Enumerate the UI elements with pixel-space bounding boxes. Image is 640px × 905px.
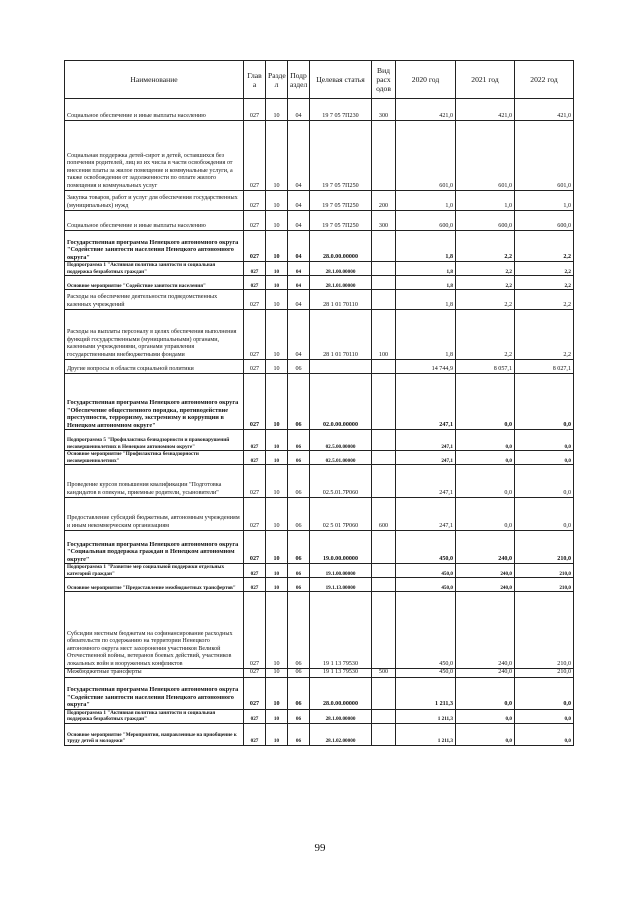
cell-cs: 02.5.00.00000 — [310, 430, 372, 451]
cell-c: 210,0 — [515, 578, 574, 592]
cell-c: 0,0 — [515, 723, 574, 745]
cell-cs — [310, 360, 372, 374]
cell-c: 0,0 — [515, 374, 574, 430]
cell-v — [372, 430, 396, 451]
col-header-name: Наименование — [65, 61, 244, 99]
cell-name: Подпрограмма 1 "Активная политика занятости и социальная поддержка безработных граждан" — [65, 709, 244, 723]
cell-c: 0,0 — [515, 709, 574, 723]
cell-r: 10 — [266, 121, 288, 191]
cell-cs: 19 1 13 79530 — [310, 669, 372, 678]
cell-b: 240,0 — [456, 564, 515, 578]
cell-name: Другие вопросы в области социальной политики — [65, 360, 244, 374]
cell-r: 10 — [266, 430, 288, 451]
cell-r: 10 — [266, 677, 288, 709]
cell-c: 210,0 — [515, 592, 574, 669]
cell-a: 1 211,3 — [396, 723, 456, 745]
cell-c: 2,2 — [515, 310, 574, 360]
cell-g: 027 — [244, 669, 266, 678]
cell-r: 10 — [266, 290, 288, 310]
table-row — [65, 669, 574, 678]
cell-name: Подпрограмма 5 "Профилактика безнадзорности и правонарушений несовершеннолетних в Ненецком автономном округе" — [65, 430, 244, 451]
cell-r: 10 — [266, 191, 288, 211]
cell-r: 10 — [266, 211, 288, 231]
cell-a: 1 211,3 — [396, 677, 456, 709]
table-row — [65, 709, 574, 723]
table-row — [65, 310, 574, 360]
cell-v — [372, 564, 396, 578]
table-row — [65, 451, 574, 465]
cell-cs: 19 7 05 7П230 — [310, 99, 372, 121]
cell-cs: 28.0.00.00000 — [310, 677, 372, 709]
cell-p: 06 — [288, 451, 310, 465]
col-header-expense-type: Вид расх одов — [372, 61, 396, 99]
cell-g: 027 — [244, 231, 266, 262]
cell-name: Основное мероприятие "Предоставление межбюджетных трансфертов" — [65, 578, 244, 592]
cell-r: 10 — [266, 374, 288, 430]
cell-cs: 28 1 01 70110 — [310, 310, 372, 360]
cell-v — [372, 578, 396, 592]
cell-name: Государственная программа Ненецкого автономного округа "Обеспечение общественного порядка, противодействие преступности, терроризму, экстремизму и коррупции в Ненецком автономном округе" — [65, 374, 244, 430]
cell-r: 10 — [266, 709, 288, 723]
cell-p: 06 — [288, 465, 310, 498]
table-row — [65, 191, 574, 211]
table-row — [65, 592, 574, 669]
cell-r: 10 — [266, 498, 288, 531]
cell-p: 06 — [288, 709, 310, 723]
cell-r: 10 — [266, 99, 288, 121]
cell-name: Основное мероприятие "Содействие занятости населения" — [65, 276, 244, 290]
cell-c: 2,2 — [515, 276, 574, 290]
cell-b: 240,0 — [456, 669, 515, 678]
budget-table — [64, 60, 574, 746]
cell-r: 10 — [266, 276, 288, 290]
cell-p: 06 — [288, 564, 310, 578]
cell-c: 421,0 — [515, 99, 574, 121]
cell-r: 10 — [266, 465, 288, 498]
cell-g: 027 — [244, 430, 266, 451]
cell-g: 027 — [244, 262, 266, 276]
table-row — [65, 276, 574, 290]
cell-v — [372, 276, 396, 290]
cell-a: 600,0 — [396, 211, 456, 231]
cell-name: Государственная программа Ненецкого автономного округа "Социальная поддержка граждан в Ненецком автономном округе" — [65, 531, 244, 564]
cell-a: 1,8 — [396, 310, 456, 360]
cell-p: 04 — [288, 276, 310, 290]
cell-v: 100 — [372, 310, 396, 360]
cell-cs: 02.5.01.7Р060 — [310, 465, 372, 498]
cell-v — [372, 121, 396, 191]
cell-name: Расходы на выплаты персоналу в целях обеспечения выполнения функций государственными (муниципальными) органами, казенными учреждениями, органами управления государственными внебюджетными фондами — [65, 310, 244, 360]
cell-r: 10 — [266, 669, 288, 678]
cell-g: 027 — [244, 211, 266, 231]
cell-cs: 02.0.00.00000 — [310, 374, 372, 430]
cell-name: Основное мероприятие "Мероприятия, направленные на приобщение к труду детей и молодежи" — [65, 723, 244, 745]
cell-p: 06 — [288, 360, 310, 374]
cell-p: 06 — [288, 374, 310, 430]
col-header-razdel: Разде л — [266, 61, 288, 99]
cell-v: 500 — [372, 669, 396, 678]
table-row — [65, 578, 574, 592]
cell-name: Подпрограмма 1 "Активная политика занятости и социальная поддержка безработных граждан" — [65, 262, 244, 276]
cell-g: 027 — [244, 374, 266, 430]
cell-g: 027 — [244, 564, 266, 578]
cell-c: 0,0 — [515, 451, 574, 465]
table-row — [65, 723, 574, 745]
cell-b: 2,2 — [456, 290, 515, 310]
cell-a: 1,8 — [396, 231, 456, 262]
cell-c: 0,0 — [515, 465, 574, 498]
table-row — [65, 121, 574, 191]
cell-c: 1,0 — [515, 191, 574, 211]
cell-cs: 28.1.00.00000 — [310, 262, 372, 276]
cell-p: 04 — [288, 211, 310, 231]
cell-p: 06 — [288, 677, 310, 709]
cell-g: 027 — [244, 465, 266, 498]
cell-b: 601,0 — [456, 121, 515, 191]
cell-c: 210,0 — [515, 564, 574, 578]
cell-a: 450,0 — [396, 578, 456, 592]
cell-g: 027 — [244, 723, 266, 745]
cell-p: 06 — [288, 669, 310, 678]
cell-c: 601,0 — [515, 121, 574, 191]
cell-cs: 02 5 01 7Р060 — [310, 498, 372, 531]
cell-v — [372, 709, 396, 723]
cell-c: 2,2 — [515, 262, 574, 276]
header-row — [65, 61, 574, 99]
table-row — [65, 211, 574, 231]
cell-a: 247,1 — [396, 465, 456, 498]
cell-g: 027 — [244, 121, 266, 191]
cell-name: Государственная программа Ненецкого автономного округа "Содействие занятости населения Ненецкого автономного округа" — [65, 231, 244, 262]
cell-v — [372, 360, 396, 374]
table-row — [65, 360, 574, 374]
cell-p: 04 — [288, 310, 310, 360]
cell-b: 0,0 — [456, 465, 515, 498]
cell-c: 0,0 — [515, 430, 574, 451]
cell-r: 10 — [266, 578, 288, 592]
cell-g: 027 — [244, 99, 266, 121]
table-row — [65, 231, 574, 262]
cell-g: 027 — [244, 276, 266, 290]
cell-b: 240,0 — [456, 531, 515, 564]
cell-g: 027 — [244, 310, 266, 360]
table-row — [65, 99, 574, 121]
cell-p: 06 — [288, 592, 310, 669]
cell-r: 10 — [266, 231, 288, 262]
table-row — [65, 677, 574, 709]
cell-g: 027 — [244, 451, 266, 465]
cell-b: 0,0 — [456, 709, 515, 723]
cell-c: 0,0 — [515, 677, 574, 709]
cell-r: 10 — [266, 360, 288, 374]
cell-b: 2,2 — [456, 231, 515, 262]
col-header-podrazdel: Подр аздел — [288, 61, 310, 99]
cell-b: 421,0 — [456, 99, 515, 121]
cell-a: 1,0 — [396, 191, 456, 211]
cell-c: 8 027,1 — [515, 360, 574, 374]
cell-name: Межбюджетные трансферты — [65, 669, 244, 678]
cell-cs: 28.0.00.00000 — [310, 231, 372, 262]
cell-r: 10 — [266, 451, 288, 465]
cell-v: 600 — [372, 498, 396, 531]
cell-name: Социальная поддержка детей-сирот и детей, оставшихся без попечения родителей, лиц из их числа в части освобождения от внесения платы за жилое помещение и коммунальные услуги, а также освобождения от задолженности по оплате жилого помещения и коммунальных услуг — [65, 121, 244, 191]
col-header-2020: 2020 год — [396, 61, 456, 99]
cell-v: 300 — [372, 99, 396, 121]
cell-cs: 19.1.00.00000 — [310, 564, 372, 578]
cell-b: 0,0 — [456, 451, 515, 465]
cell-g: 027 — [244, 191, 266, 211]
cell-p: 04 — [288, 99, 310, 121]
cell-c: 2,2 — [515, 231, 574, 262]
table-row — [65, 290, 574, 310]
cell-cs: 28 1 01 70110 — [310, 290, 372, 310]
cell-g: 027 — [244, 677, 266, 709]
cell-cs: 19.0.00.00000 — [310, 531, 372, 564]
cell-r: 10 — [266, 723, 288, 745]
cell-b: 0,0 — [456, 430, 515, 451]
cell-v — [372, 592, 396, 669]
table-row — [65, 430, 574, 451]
cell-v — [372, 262, 396, 276]
cell-g: 027 — [244, 531, 266, 564]
page-number: 99 — [314, 842, 326, 854]
cell-a: 450,0 — [396, 592, 456, 669]
cell-v — [372, 374, 396, 430]
cell-c: 2,2 — [515, 290, 574, 310]
cell-r: 10 — [266, 531, 288, 564]
table-body — [65, 99, 574, 746]
cell-b: 0,0 — [456, 374, 515, 430]
cell-r: 10 — [266, 262, 288, 276]
cell-name: Социальное обеспечение и иные выплаты населению — [65, 211, 244, 231]
cell-a: 247,1 — [396, 430, 456, 451]
cell-a: 1,8 — [396, 276, 456, 290]
table-row — [65, 531, 574, 564]
cell-b: 2,2 — [456, 276, 515, 290]
cell-cs: 19.1.13.00000 — [310, 578, 372, 592]
cell-name: Подпрограмма 1 "Развитие мер социальной поддержки отдельных категорий граждан" — [65, 564, 244, 578]
col-header-glava: Глав а — [244, 61, 266, 99]
cell-b: 2,2 — [456, 262, 515, 276]
cell-g: 027 — [244, 592, 266, 669]
cell-g: 027 — [244, 709, 266, 723]
cell-a: 14 744,9 — [396, 360, 456, 374]
cell-v — [372, 290, 396, 310]
cell-a: 1,8 — [396, 290, 456, 310]
cell-p: 04 — [288, 121, 310, 191]
cell-g: 027 — [244, 498, 266, 531]
cell-a: 1 211,3 — [396, 709, 456, 723]
cell-r: 10 — [266, 592, 288, 669]
cell-cs: 28.1.01.00000 — [310, 276, 372, 290]
cell-g: 027 — [244, 290, 266, 310]
cell-name: Предоставление субсидий бюджетным, автономным учреждениям и иным некоммерческим организациям — [65, 498, 244, 531]
cell-p: 04 — [288, 191, 310, 211]
cell-a: 601,0 — [396, 121, 456, 191]
cell-cs: 02.5.01.00000 — [310, 451, 372, 465]
cell-v: 200 — [372, 191, 396, 211]
cell-cs: 19 7 05 7П250 — [310, 211, 372, 231]
cell-g: 027 — [244, 360, 266, 374]
cell-a: 450,0 — [396, 564, 456, 578]
table-row — [65, 374, 574, 430]
cell-v — [372, 531, 396, 564]
cell-r: 10 — [266, 310, 288, 360]
cell-b: 0,0 — [456, 677, 515, 709]
cell-a: 450,0 — [396, 531, 456, 564]
cell-a: 247,1 — [396, 498, 456, 531]
cell-name: Проведение курсов повышения квалификации "Подготовка кандидатов в опекуны, приемные родители, усыновители" — [65, 465, 244, 498]
cell-g: 027 — [244, 578, 266, 592]
cell-name: Закупка товаров, работ и услуг для обеспечения государственных (муниципальных) нужд — [65, 191, 244, 211]
table-row — [65, 498, 574, 531]
cell-b: 240,0 — [456, 578, 515, 592]
cell-b: 0,0 — [456, 498, 515, 531]
cell-name: Расходы на обеспечение деятельности подведомственных казенных учреждений — [65, 290, 244, 310]
cell-p: 06 — [288, 531, 310, 564]
cell-b: 2,2 — [456, 310, 515, 360]
cell-p: 06 — [288, 723, 310, 745]
table-row — [65, 564, 574, 578]
cell-p: 06 — [288, 498, 310, 531]
cell-a: 421,0 — [396, 99, 456, 121]
cell-p: 04 — [288, 231, 310, 262]
cell-name: Социальное обеспечение и иные выплаты населению — [65, 99, 244, 121]
cell-p: 04 — [288, 290, 310, 310]
cell-name: Основное мероприятие "Профилактика безнадзорности несовершеннолетних" — [65, 451, 244, 465]
cell-name: Субсидии местным бюджетам на софинансирование расходных обязательств по содержанию на территории Ненецкого автономного округа мест захоронения участников Великой Отечественной войны, ветеранов боевых действий, участников локальных войн и вооруженных конфликтов — [65, 592, 244, 669]
col-header-target-article: Целевая статья — [310, 61, 372, 99]
table-row — [65, 262, 574, 276]
cell-b: 240,0 — [456, 592, 515, 669]
cell-c: 0,0 — [515, 498, 574, 531]
cell-a: 1,8 — [396, 262, 456, 276]
cell-b: 1,0 — [456, 191, 515, 211]
cell-v — [372, 231, 396, 262]
cell-p: 06 — [288, 578, 310, 592]
cell-cs: 19 7 05 7П250 — [310, 121, 372, 191]
cell-r: 10 — [266, 564, 288, 578]
col-header-2021: 2021 год — [456, 61, 515, 99]
cell-p: 04 — [288, 262, 310, 276]
cell-v — [372, 723, 396, 745]
cell-v — [372, 465, 396, 498]
cell-v — [372, 451, 396, 465]
cell-c: 210,0 — [515, 531, 574, 564]
cell-cs: 19 1 13 79530 — [310, 592, 372, 669]
cell-b: 0,0 — [456, 723, 515, 745]
cell-cs: 28.1.00.00000 — [310, 709, 372, 723]
cell-b: 600,0 — [456, 211, 515, 231]
cell-v: 300 — [372, 211, 396, 231]
cell-a: 450,0 — [396, 669, 456, 678]
cell-c: 600,0 — [515, 211, 574, 231]
cell-cs: 28.1.02.00000 — [310, 723, 372, 745]
cell-a: 247,1 — [396, 374, 456, 430]
cell-c: 210,0 — [515, 669, 574, 678]
cell-p: 06 — [288, 430, 310, 451]
cell-a: 247,1 — [396, 451, 456, 465]
cell-cs: 19 7 05 7П250 — [310, 191, 372, 211]
cell-b: 8 057,1 — [456, 360, 515, 374]
cell-name: Государственная программа Ненецкого автономного округа "Содействие занятости населения Ненецкого автономного округа" — [65, 677, 244, 709]
table-row — [65, 465, 574, 498]
col-header-2022: 2022 год — [515, 61, 574, 99]
cell-v — [372, 677, 396, 709]
